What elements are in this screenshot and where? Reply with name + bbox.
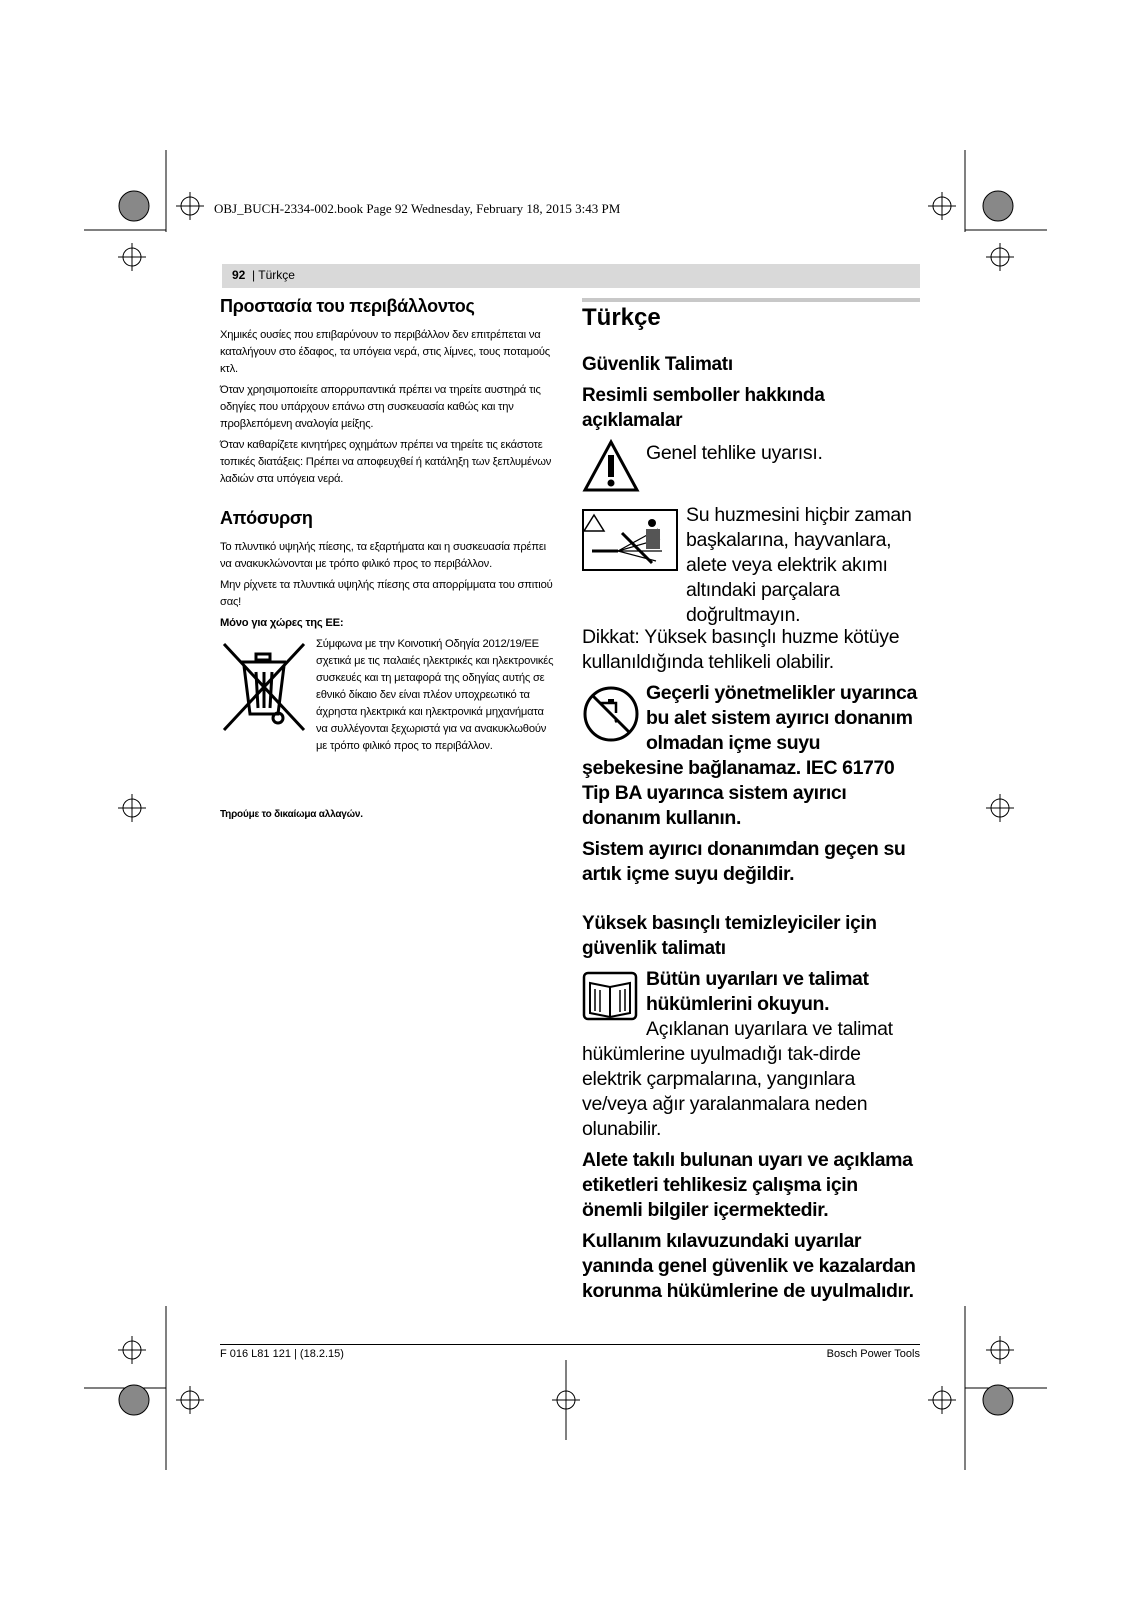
no-drinking-water-connection-icon	[582, 685, 640, 743]
footer-brand: Bosch Power Tools	[826, 1348, 920, 1360]
general-warning-text: Genel tehlike uyarısı.	[646, 442, 823, 464]
read-consequence-text: Açıklanan uyarılara ve talimat hükümlerine uyulmadığı tak-dirde elektrik çarpmalarına, yangınlara ve/veya ağır yaralanmalara neden olunabilir.	[582, 1018, 893, 1140]
caution-text: Dikkat: Yüksek basınçlı huzme kötüye kullanıldığında tehlikeli olabilir.	[582, 626, 900, 673]
symbols-title: Resimli semboller hakkında açıklamalar	[582, 385, 825, 431]
disposal-paragraph-1: Το πλυντικό υψηλής πίεσης, τα εξαρτήματα και η συσκευασία πρέπει να ανακυκλώνονται με τρόπο φιλικό προς το περιβάλλον.	[220, 541, 546, 570]
warning-triangle-icon	[582, 439, 640, 493]
drinking-water-text: Geçerli yönetmelikler uyarınca bu alet sistem ayırıcı donanım olmadan içme suyu şebekesine bağlanamaz. IEC 61770 Tip BA uyarınca sistem ayırıcı donanım kullanın.	[582, 682, 917, 829]
weee-block	[220, 636, 556, 806]
eu-directive-text: Σύμφωνα με την Κοινοτική Οδηγία 2012/19/ΕΕ σχετικά με τις παλαιές ηλεκτρικές και ηλεκτρονικές συσκευές και τη μεταφορά της οδηγίας αυτής σε εθνικό δίκαιο δεν είναι πλέον υποχρεωτικό τα άχρηστα ηλεκτρικά και ηλεκτρονικά μηχανήματα να συλλέγονται ξεχωριστά για να ανακυκλωθούν με τρόπο φιλικό προς το περιβάλλον.	[316, 638, 554, 752]
language-title: Türkçe	[582, 304, 661, 331]
water-jet-warning-icon	[582, 509, 678, 571]
safety-title: Güvenlik Talimatı	[582, 354, 733, 375]
read-instructions-block	[582, 967, 922, 1142]
read-manual-icon	[582, 971, 638, 1021]
eu-label: Μόνο για χώρες της ΕΕ:	[220, 617, 344, 629]
jet-warning-row	[582, 503, 922, 625]
footer-rule	[220, 1344, 920, 1345]
env-title: Προστασία του περιβάλλοντος	[220, 296, 475, 316]
drinking-water-block	[582, 681, 922, 831]
env-paragraph-2: Όταν χρησιμοποιείτε απορρυπαντικά πρέπει να τηρείτε αυστηρά τις οδηγίες που υπάρχουν επάνω στη συσκευασία καθώς και την προβλεπόμενη αναλογία μείξης.	[220, 384, 541, 430]
jet-warning-text: Su huzmesini hiçbir zaman başkalarına, hayvanlara, alete veya elektrik akımı altındaki parçalara doğrultmayın.	[686, 504, 912, 626]
footer-doc-id: F 016 L81 121 | (18.2.15)	[220, 1348, 344, 1360]
disposal-title: Απόσυρση	[220, 508, 313, 528]
print-info: OBJ_BUCH-2334-002.book Page 92 Wednesday, February 18, 2015 3:43 PM	[214, 201, 621, 216]
section-name: | Türkçe	[252, 268, 295, 282]
general-rules-text: Kullanım kılavuzundaki uyarılar yanında genel güvenlik ve kazalardan korunma hükümlerine de uyulmalıdır.	[582, 1230, 916, 1302]
page-number: 92	[232, 268, 246, 282]
read-all-text: Bütün uyarıları ve talimat hükümlerini okuyun.	[646, 968, 869, 1015]
env-paragraph-3: Όταν καθαρίζετε κινητήρες οχημάτων πρέπει να τηρείτε τις εκάστοτε τοπικές διατάξεις: Πρέπει να αποφευχθεί ή κατάληξη των ξεπλυμένων λαδιών στα υπόγεια νερά.	[220, 439, 552, 485]
env-paragraph-1: Χημικές ουσίες που επιβαρύνουν το περιβάλλον δεν επιτρέπεται να καταλήγουν στο έδαφος, τα υπόγεια νερά, στις λίμνες, τους ποταμούς κτλ.	[220, 329, 550, 375]
labels-note-text: Alete takılı bulunan uyarı ve açıklama etiketleri tehlikesiz çalışma için önemli bilgiler içermektedir.	[582, 1149, 913, 1221]
disposal-paragraph-2: Μην ρίχνετε τα πλυντικά υψηλής πίεσης στα απορρίμματα του σπιτιού σας!	[220, 579, 553, 608]
right-column	[582, 300, 922, 1304]
rights-reserved: Τηρούμε το δικαίωμα αλλαγών.	[220, 809, 363, 820]
hp-safety-title: Yüksek basınçlı temizleyiciler için güvenlik talimatı	[582, 913, 877, 959]
left-column	[220, 296, 556, 827]
general-warning-row	[582, 439, 922, 503]
not-drinkable-text: Sistem ayırıcı donanımdan geçen su artık içme suyu değildir.	[582, 838, 906, 885]
page-header	[222, 264, 920, 288]
crossed-bin-icon	[220, 640, 310, 736]
